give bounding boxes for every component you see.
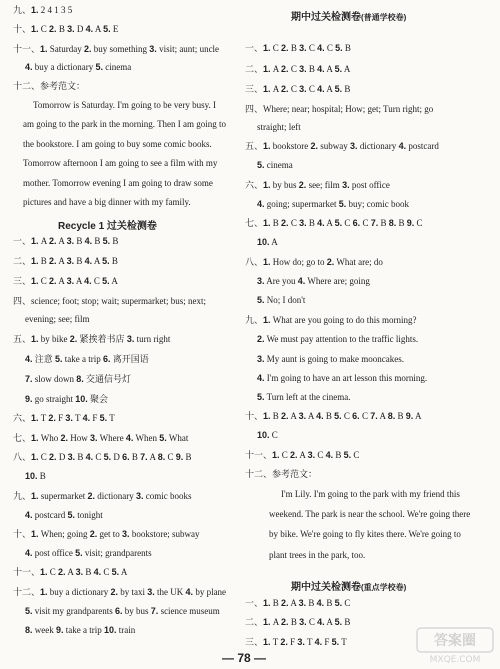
svg-text:答案圈: 答案圈 — [434, 633, 476, 649]
page-number: — 78 — — [222, 651, 267, 665]
left2-line: 7. slow down 8. 交通信号灯 — [25, 374, 132, 384]
right1-line: 十、1. B 2. A 3. A 4. B 5. C 6. C 7. A 8. B 9. A — [245, 411, 422, 421]
right2-line: 二、1. A 2. B 3. C 4. A 5. B — [245, 617, 351, 627]
left2-line: 十一、1. C 2. A 3. B 4. C 5. A — [13, 567, 128, 577]
left2-line: 三、1. C 2. A 3. A 4. C 5. A — [13, 276, 118, 286]
right1-line: 2. We must pay attention to the traffic lights. — [257, 334, 419, 344]
left2-line: 七、1. Who 2. How 3. Where 4. When 5. What — [13, 433, 189, 443]
left2-line: 五、1. by bike 2. 紧挨着书店 3. turn right — [13, 334, 171, 344]
essay1-line: am going to the park in the morning. Then I am going to — [23, 119, 227, 129]
right1-line: 二、1. A 2. C 3. B 4. A 5. A — [245, 64, 351, 74]
left2-line: 四、science; foot; stop; wait; supermarket; bus; next; — [13, 296, 206, 306]
left2-line: 4. 注意 5. take a trip 6. 离开国语 — [25, 354, 149, 364]
right2-line: 一、1. B 2. A 3. B 4. B 5. C — [245, 598, 351, 608]
left2-line: 二、1. B 2. A 3. B 4. A 5. B — [13, 256, 118, 266]
right1-line: 5. No; I don't — [257, 295, 306, 305]
essay2-line: weekend. The park is near the school. We're going there — [269, 509, 471, 519]
left2-line: 10. B — [25, 471, 46, 481]
left2-line: 八、1. C 2. D 3. B 4. C 5. D 6. B 7. A 8. C 9. B — [13, 452, 192, 462]
left2-line: 十二、1. buy a dictionary 2. by taxi 3. the UK 4. by plane — [13, 587, 227, 597]
essay1-line: Tomorrow afternoon I am going to see a film with my — [23, 158, 218, 168]
essay1-line: Tomorrow is Saturday. I'm going to be very busy. I — [33, 100, 217, 110]
right1-line: 3. My aunt is going to make mooncakes. — [257, 354, 404, 364]
essay1-line: the bookstore. I am going to buy some comic books. — [23, 139, 212, 149]
svg-text:MXQE.COM: MXQE.COM — [429, 655, 481, 665]
left2-line: 十、1. When; going 2. get to 3. bookstore; subway — [13, 529, 200, 539]
right1-line: 四、Where; near; hospital; How; get; Turn right; go — [245, 104, 434, 114]
essay2-line: by bike. We're going to fly kites there. We're going to — [269, 529, 461, 539]
right1-line: 三、1. A 2. C 3. C 4. A 5. B — [245, 84, 351, 94]
left2-line: evening; see; film — [25, 314, 90, 324]
right1-line: 一、1. C 2. B 3. C 4. C 5. B — [245, 43, 351, 53]
right1-line: 五、1. bookstore 2. subway 3. dictionary 4. postcard — [245, 141, 439, 151]
recycle-title: Recycle 1 过关检测卷 — [58, 221, 157, 232]
right1-line: 4. I'm going to have an art lesson this morning. — [257, 373, 428, 383]
essay2-line: I'm Lily. I'm going to the park with my friend this — [281, 489, 460, 499]
right2-line: 三、1. T 2. F 3. T 4. F 5. T — [245, 637, 347, 647]
left-line: 十一、1. Saturday 2. buy something 3. visit; aunt; uncle — [13, 44, 220, 54]
left2-line: 5. visit my grandparents 6. by bus 7. science museum — [25, 606, 220, 616]
right1-line: 七、1. B 2. C 3. B 4. A 5. C 6. C 7. B 8. B 9. C — [245, 218, 423, 228]
left2-line: 9. go straight 10. 聚会 — [25, 394, 109, 404]
right1-line: 3. Are you 4. Where are; going — [257, 276, 370, 286]
right1-line: 九、1. What are you going to do this morning? — [245, 315, 417, 325]
left2-line: 4. postcard 5. tonight — [25, 510, 103, 520]
left-line: 十、1. C 2. B 3. D 4. A 5. E — [13, 24, 119, 34]
left2-line: 六、1. T 2. F 3. T 4. F 5. T — [13, 413, 115, 423]
right1-line: 十一、1. C 2. A 3. C 4. B 5. C — [245, 450, 360, 460]
right1-line: 10. A — [257, 237, 278, 247]
right1-line: 10. C — [257, 430, 278, 440]
essay1-line: mother. Tomorrow evening I am going to draw some — [23, 178, 213, 188]
right1-line: 5. Turn left at the cinema. — [257, 392, 351, 402]
left-line: 十二、参考范文： — [13, 81, 86, 91]
right1-line: 六、1. by bus 2. see; film 3. post office — [245, 180, 390, 190]
right1-line: 十二、参考范文： — [245, 469, 318, 479]
midterm-title-1: 期中过关检测卷(普通学校卷) — [291, 12, 407, 23]
left2-line: 九、1. supermarket 2. dictionary 3. comic books — [13, 491, 192, 501]
essay1-line: pictures and have a big dinner with my family. — [23, 197, 191, 207]
left2-line: 4. post office 5. visit; grandparents — [25, 548, 152, 558]
left-line: 4. buy a dictionary 5. cinema — [25, 62, 132, 72]
essay2-line: plant trees in the park, too. — [269, 550, 366, 560]
left2-line: 一、1. A 2. A 3. B 4. B 5. B — [13, 236, 119, 246]
right1-line: 5. cinema — [257, 160, 293, 170]
midterm-title-2: 期中过关检测卷(重点学校卷) — [291, 582, 407, 593]
right1-line: straight; left — [257, 122, 301, 132]
right1-line: 八、1. How do; go to 2. What are; do — [245, 257, 383, 267]
watermark-logo — [416, 627, 494, 665]
left2-line: 8. week 9. take a trip 10. train — [25, 625, 136, 635]
left-line: 九、1. 2 4 1 3 5 — [13, 5, 73, 15]
right1-line: 4. going; supermarket 5. buy; comic book — [257, 199, 410, 209]
